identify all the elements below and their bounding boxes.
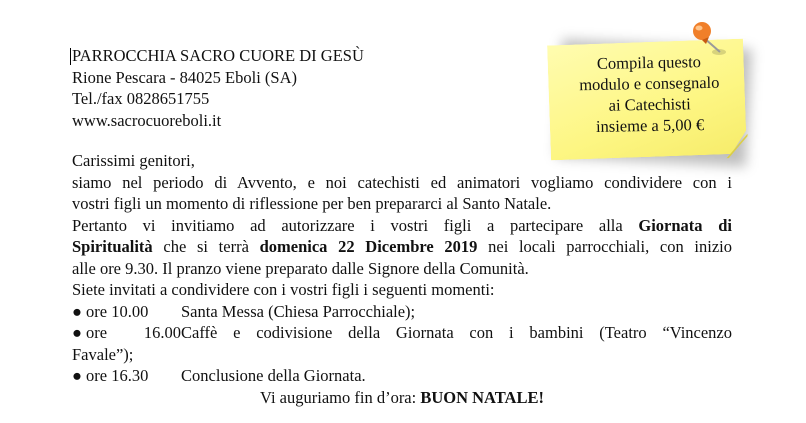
sticky-note-text [556,50,742,137]
parish-name: PARROCCHIA SACRO CUORE DI GESÙ [72,46,364,65]
list-item-continuation: Favale”); [72,344,134,364]
sticky-note-line: insieme a 5,00 € [595,115,705,136]
letter-body [72,150,732,408]
closing-line: Vi auguriamo fin d’ora: BUON NATALE! [260,387,544,407]
paragraph-line: Spiritualità che si terrà domenica 22 Dicembre 2019 nei locali parrocchiali, con inizio [72,237,733,256]
parish-address: Rione Pescara - 84025 Eboli (SA) [72,67,297,87]
parish-website: www.sacrocuoreboli.it [72,110,222,130]
bullet-icon: ● [72,366,82,385]
greeting: Carissimi genitori, [72,151,195,170]
list-item: ● ore 16.00Caffè e codivisione della Giornata con i bambini (Teatro “Vincenzo [72,323,732,342]
paragraph-line: Pertanto vi invitiamo ad autorizzare i vostri figli a partecipare alla Giornata di [72,215,732,235]
paragraph-line: siamo nel periodo di Avvento, e noi catechisti ed animatori vogliamo condividere con i [72,172,732,192]
paragraph-line: alle ore 9.30. Il pranzo viene preparato dalle Signore della Comunità. [72,258,529,278]
push-pin-icon [687,16,733,62]
sticky-note-line: modulo e consegnalo [579,72,720,95]
parish-header [72,45,364,131]
text-cursor [70,48,71,65]
list-item: ● ore 16.30 Conclusione della Giornata. [72,366,366,385]
parish-phone: Tel./fax 0828651755 [72,89,210,108]
sticky-note-line: ai Catechisti [608,94,691,115]
sticky-note [549,30,757,170]
list-item: ● ore 10.00 Santa Messa (Chiesa Parrocchiale); [72,301,416,321]
bullet-icon: ● [72,323,82,342]
bullet-icon: ● [72,301,82,321]
invite-line: Siete invitati a condividere con i vostri figli i seguenti momenti: [72,280,495,299]
paragraph-line: vostri figli un momento di riflessione per ben prepararci al Santo Natale. [72,194,552,213]
sticky-note-line: Compila questo [596,52,702,73]
